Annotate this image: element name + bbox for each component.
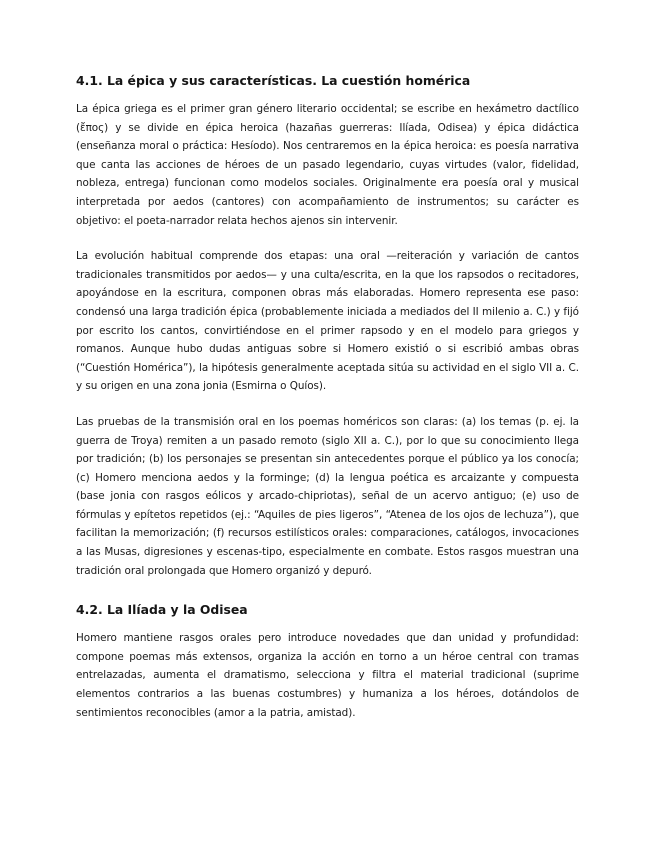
- paragraph: Las pruebas de la transmisión oral en los poemas homéricos son claras: (a) los temas (p. ej. la guerra de Troya) remiten a un pasado remoto (siglo XII a. C.), por lo que su conocimiento llega por tradición; (b) los personajes se presentan sin antecedentes porque el público ya los conocía; (c) Homero menciona aedos y la forminge; (d) la lengua poética es arcaizante y compuesta (base jonia con rasgos eólicos y arcado-chipriotas), señal de un acervo antiguo; (e) uso de fórmulas y epítetos repetidos (ej.: “Aquiles de pies ligeros”, “Atenea de los ojos de lechuza”), que facilitan la memorización; (f) recursos estilísticos orales: comparaciones, catálogos, invocaciones a las Musas, digresiones y escenas-tipo, especialmente en combate. Estos rasgos muestran una tradición oral prolongada que Homero organizó y depuró.: [76, 415, 579, 577]
- section-heading: 4.1. La épica y sus características. La cuestión homérica: [76, 73, 471, 88]
- paragraph: La evolución habitual comprende dos etapas: una oral —reiteración y variación de cantos tradicionales transmitidos por aedos— y una culta/escrita, en la que los rapsodos o recitadores, apoyándose en la escritura, componen obras más elaboradas. Homero representa ese paso: condensó una larga tradición épica (probablemente iniciada a mediados del II milenio a. C.) y fijó por escrito los cantos, convirtiéndose en el primer rapsodo y en el modelo para griegos y romanos. Aunque hubo dudas antiguas sobre si Homero existió o si escribió ambas obras (“Cuestión Homérica”), la hipótesis generalmente aceptada sitúa su actividad en el siglo VII a. C. y su origen en una zona jonia (Esmirna o Quíos).: [76, 250, 579, 393]
- section-iliada-odisea: [76, 601, 579, 722]
- document-page: [76, 72, 579, 739]
- section-epica: [76, 72, 579, 580]
- section-heading: 4.2. La Ilíada y la Odisea: [76, 602, 248, 618]
- paragraph: Homero mantiene rasgos orales pero introduce novedades que dan unidad y profundidad: compone poemas más extensos, organiza la acción en torno a un héroe central con tramas entrelazadas, aumenta el dramatismo, selecciona y filtra el material tradicional (suprime elementos contrarios a las buenas costumbres) y humaniza a los héroes, dotándolos de sentimientos reconocibles (amor a la patria, amistad).: [76, 632, 579, 719]
- paragraph: La épica griega es el primer gran género literario occidental; se escribe en hexámetro dactílico (ἔπος) y se divide en épica heroica (hazañas guerreras: Ilíada, Odisea) y épica didáctica (enseñanza moral o práctica: Hesíodo). Nos centraremos en la épica heroica: es poesía narrativa que canta las acciones de héroes de un pasado legendario, cuyas virtudes (valor, fidelidad, nobleza, entrega) funcionan como modelos sociales. Originalmente era poesía oral y musical interpretada por aedos (cantores) con acompañamiento de instrumentos; su carácter es objetivo: el poeta-narrador relata hechos ajenos sin intervenir.: [76, 103, 579, 227]
